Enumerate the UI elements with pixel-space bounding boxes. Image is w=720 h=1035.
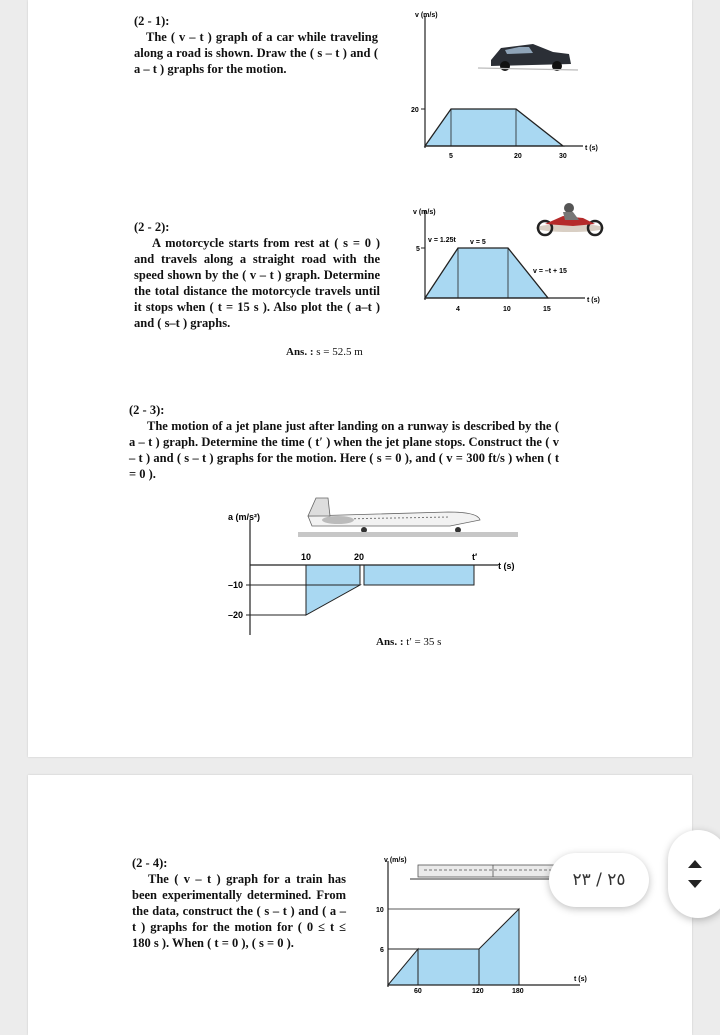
scroll-up-icon[interactable] xyxy=(688,860,702,868)
x-tick: 10 xyxy=(503,306,511,313)
graph-2-3 xyxy=(188,490,528,640)
problem-number: (2 - 2): xyxy=(134,220,170,234)
y-tick: –20 xyxy=(228,610,244,620)
y-axis-label: v (m/s) xyxy=(384,857,407,864)
x-axis-label: t (s) xyxy=(574,976,587,983)
answer-value: s = 52.5 m xyxy=(316,346,363,358)
x-tick: 10 xyxy=(301,552,312,562)
document-page-1 xyxy=(28,0,692,757)
x-tick: 20 xyxy=(514,153,522,160)
problem-2-1 xyxy=(134,13,378,77)
x-tick: 120 xyxy=(472,988,484,993)
segment-label: v = 1.25t xyxy=(428,237,456,244)
x-axis-label: t (s) xyxy=(498,561,515,571)
graph-2-2 xyxy=(373,200,613,320)
x-tick: 15 xyxy=(543,306,551,313)
problem-text: The ( v – t ) graph of a car while traveling along a road is shown. Draw the ( s – t ) and ( a – t ) graphs for the motion. xyxy=(134,30,378,76)
page-indicator[interactable] xyxy=(549,853,649,907)
y-tick: 10 xyxy=(376,907,384,914)
answer-value: t′ = 35 s xyxy=(406,636,442,648)
answer-label: Ans. : xyxy=(286,346,314,358)
x-tick: t′ xyxy=(472,552,478,562)
x-tick: 180 xyxy=(512,988,524,993)
problem-number: (2 - 3): xyxy=(129,403,165,417)
answer-2-2 xyxy=(286,346,363,358)
page-scroll-control[interactable] xyxy=(668,830,720,918)
answer-2-3 xyxy=(376,636,441,648)
jet-plane-image xyxy=(298,498,518,537)
problem-2-2 xyxy=(134,219,380,331)
x-tick: 20 xyxy=(354,552,365,562)
problem-2-4 xyxy=(132,855,346,951)
problem-text: The motion of a jet plane just after landing on a runway is described by the ( a – t ) graph. Determine the time ( t′ ) when the jet plane stops. Construct the ( v – t ) and ( s – t ) graphs for the motion. Here ( s = 0 ), and ( v = 300 ft/s ) when ( t = 0 ). xyxy=(129,419,559,481)
y-axis-label: v (m/s) xyxy=(415,12,438,19)
x-axis-label: t (s) xyxy=(587,297,600,304)
y-tick: 20 xyxy=(411,107,419,114)
problem-text: A motorcycle starts from rest at ( s = 0 ) and travels along a straight road with the speed shown by the ( v – t ) graph. Determine the total distance the motorcycle travels until it stops when ( t = 15 s ). Also plot the ( a–t ) and ( s–t ) graphs. xyxy=(134,236,380,330)
y-tick: 6 xyxy=(380,947,384,954)
problem-text: The ( v – t ) graph for a train has been experimentally determined. From the data, construct the ( s – t ) and ( a – t ) graphs for the motion for ( 0 ≤ t ≤ 180 s ). When ( t = 0 ), ( s = 0 ). xyxy=(132,872,346,950)
scroll-down-icon[interactable] xyxy=(688,880,702,888)
y-axis-label: v (m/s) xyxy=(413,209,436,216)
motorcycle-image xyxy=(536,203,604,235)
y-tick: 5 xyxy=(416,246,420,253)
problem-number: (2 - 1): xyxy=(134,14,170,28)
y-tick: –10 xyxy=(228,580,244,590)
graph-2-1 xyxy=(373,8,613,178)
page-indicator-text: ٢٥ / ٢٣ xyxy=(572,870,626,890)
x-tick: 5 xyxy=(449,153,453,160)
x-axis-label: t (s) xyxy=(585,145,598,152)
x-tick: 30 xyxy=(559,153,567,160)
x-tick: 60 xyxy=(414,988,422,993)
problem-2-3 xyxy=(129,402,559,482)
car-image xyxy=(478,44,578,71)
segment-label: v = –t + 15 xyxy=(533,268,567,275)
y-axis-label: a (m/s²) xyxy=(228,512,261,522)
segment-label: v = 5 xyxy=(470,239,486,246)
problem-number: (2 - 4): xyxy=(132,856,168,870)
answer-label: Ans. : xyxy=(376,636,404,648)
x-tick: 4 xyxy=(456,306,460,313)
